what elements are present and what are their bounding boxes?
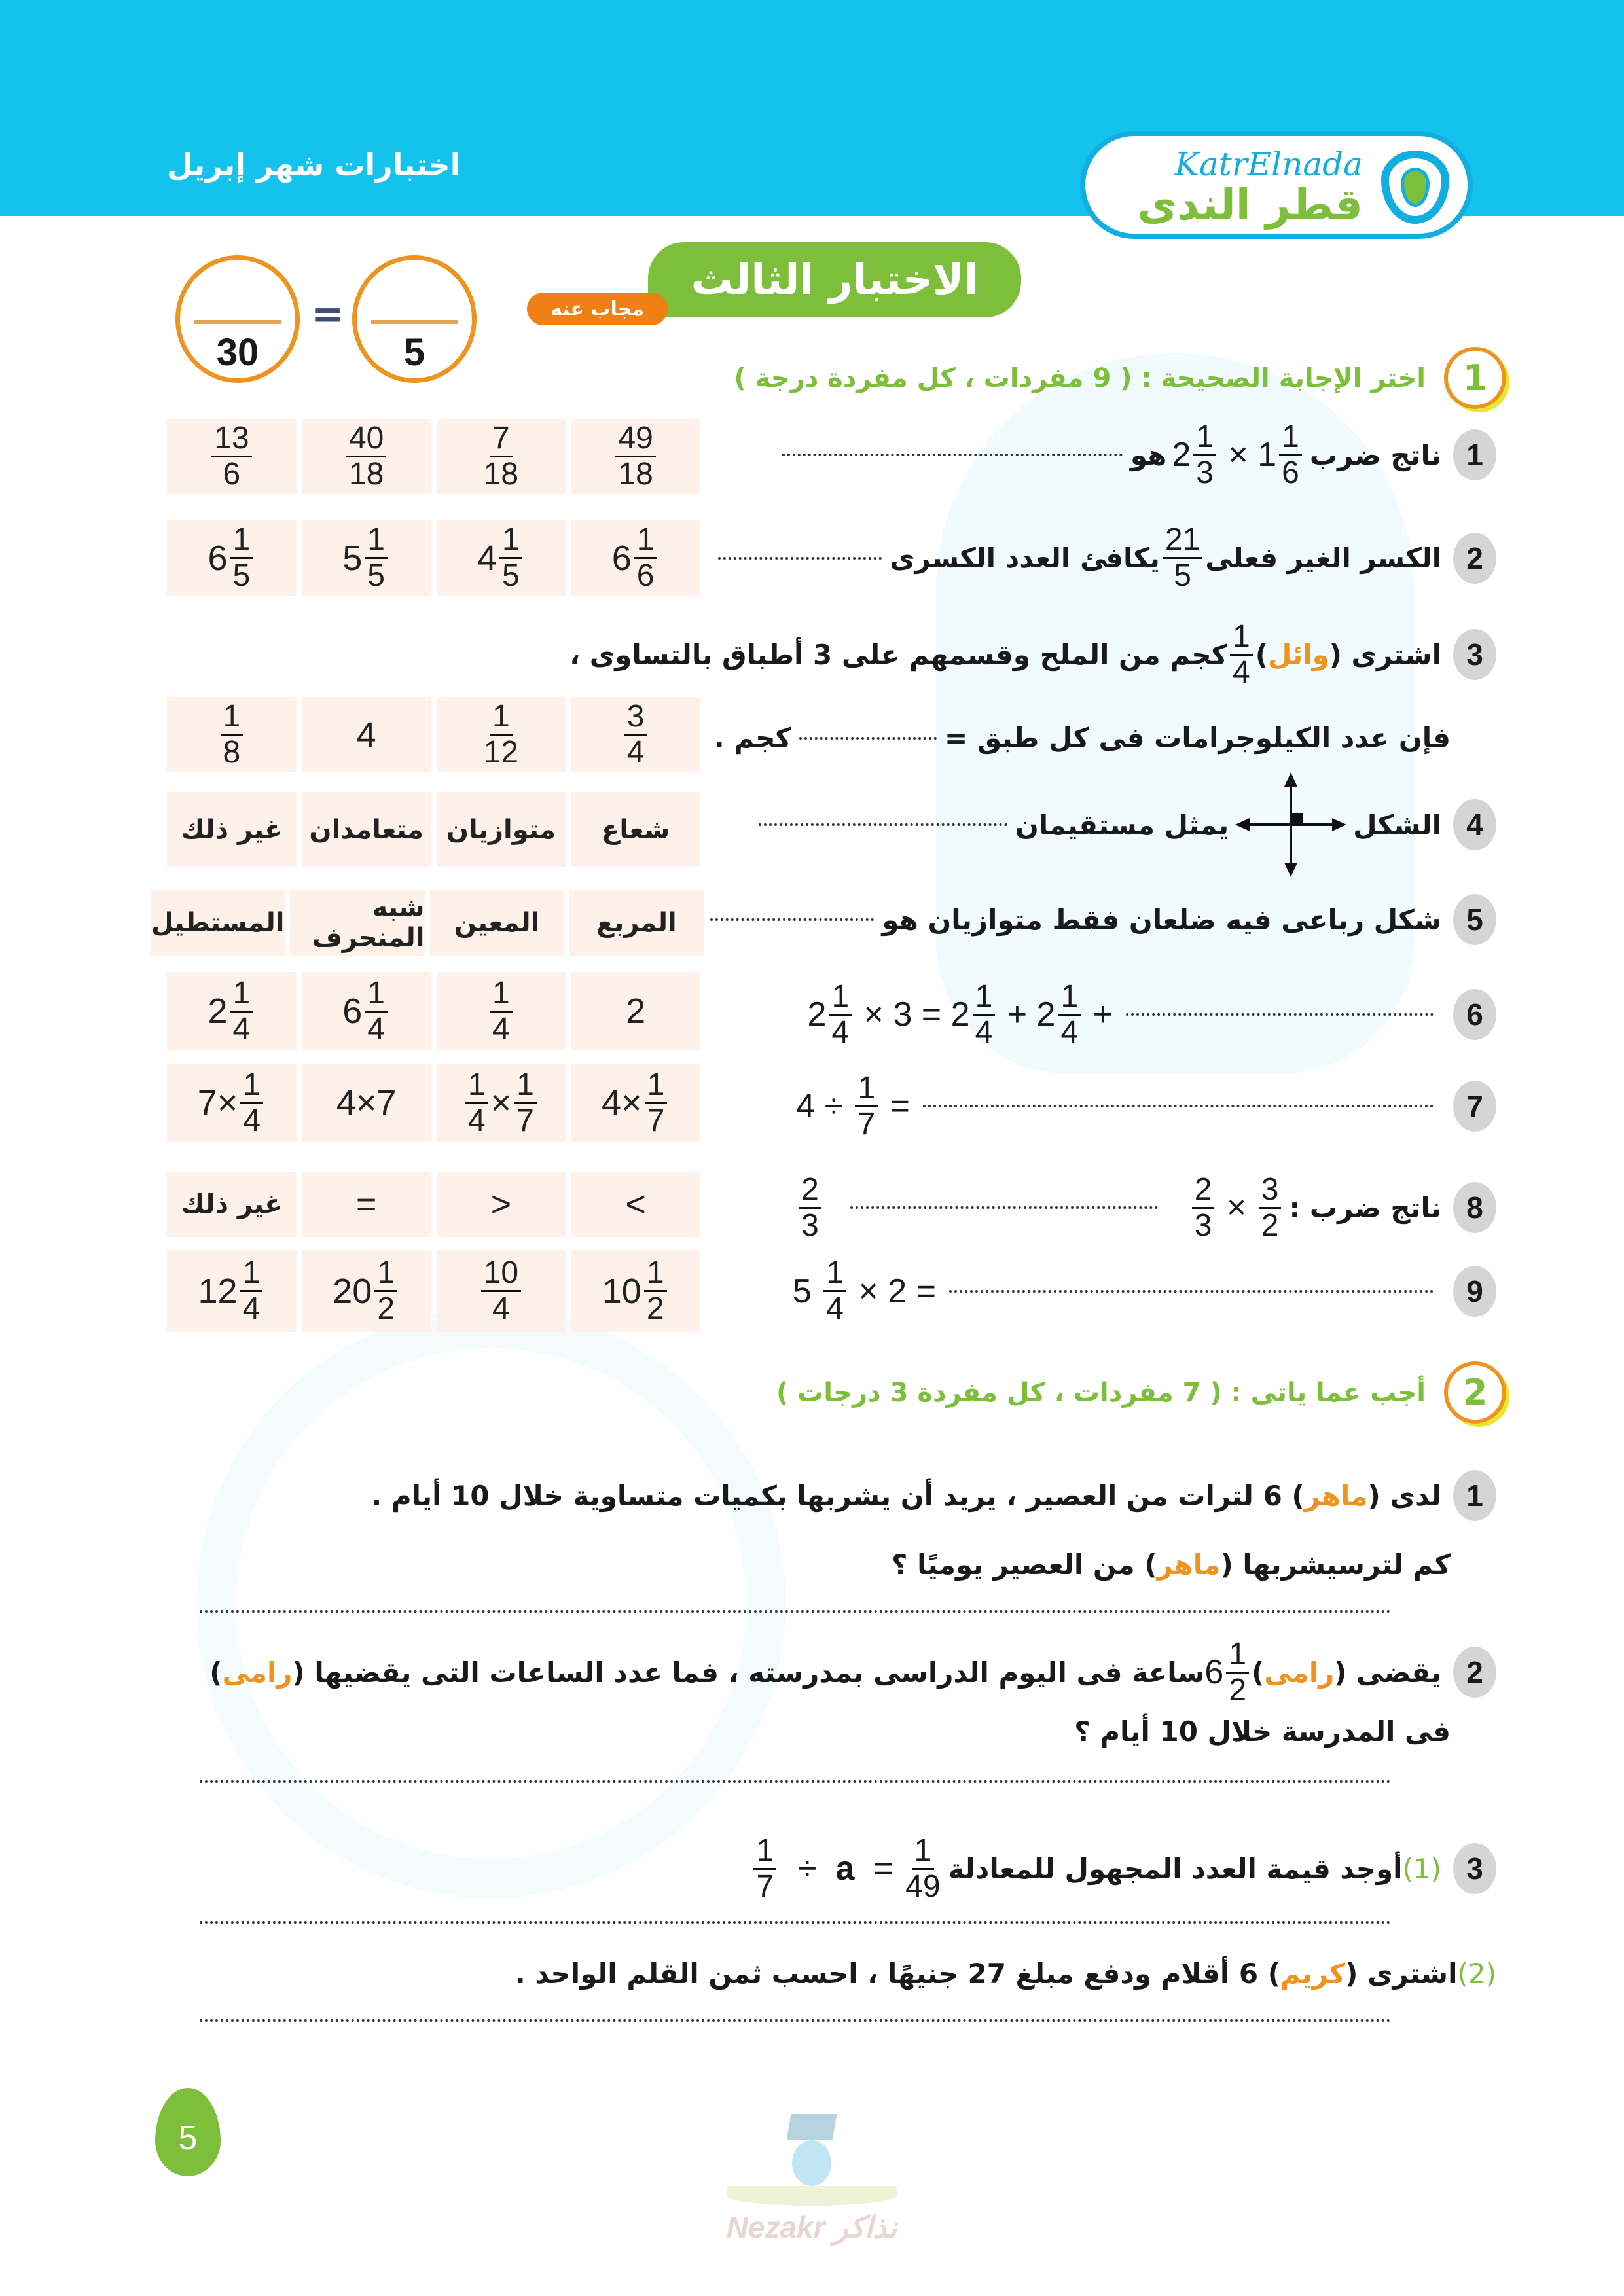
- footer-brand-logo: [720, 2114, 903, 2245]
- watermark: [196, 1309, 785, 1898]
- option[interactable]: 6 $\frac{1}{4}$: [302, 972, 431, 1050]
- s2-question-3: [746, 1826, 1496, 1911]
- question-text: أوجد قيمة العدد المجهول للمعادلة: [948, 1852, 1403, 1885]
- answer-line[interactable]: [200, 2019, 1391, 2022]
- question-text: ) 6 أقلام ودفع مبلغ 27 جنيهًا ، احسب ثمن القلم الواحد .: [514, 1957, 1280, 1990]
- options-q8: [167, 1172, 700, 1237]
- question-9: [787, 1250, 1496, 1332]
- question-text: لدى (: [1367, 1479, 1441, 1512]
- header-title: اختبارات شهر إبريل: [167, 147, 461, 183]
- part-label: (2): [1457, 1957, 1496, 1990]
- option[interactable]: 6 $\frac{1}{6}$: [571, 520, 700, 596]
- question-text: كجم من الملح وقسمهم على 3 أطباق بالتساوى ،: [569, 638, 1228, 671]
- question-number: 3: [1453, 629, 1496, 680]
- question-4: [751, 785, 1496, 864]
- question-number: 1: [1453, 429, 1496, 480]
- answer-blank[interactable]: [949, 1290, 1434, 1293]
- section-number: 1: [1444, 347, 1506, 409]
- question-text: ساعة فى اليوم الدراسى بمدرسته ، فما عدد الساعات التى يقضيها (: [292, 1656, 1205, 1689]
- option[interactable]: 2 $\frac{1}{4}$: [167, 972, 297, 1050]
- option[interactable]: $\frac{49}{18}$: [571, 419, 700, 494]
- answer-blank[interactable]: [850, 1206, 1158, 1209]
- option[interactable]: 4× $\frac{1}{7}$: [571, 1064, 700, 1142]
- person-name: رامى: [1264, 1656, 1335, 1689]
- option[interactable]: المستطيل: [151, 890, 285, 956]
- question-text: فى المدرسة خلال 10 أيام ؟: [1074, 1715, 1451, 1748]
- answer-blank[interactable]: [718, 557, 882, 560]
- option[interactable]: 4: [302, 697, 431, 772]
- option[interactable]: 4×7: [302, 1064, 431, 1142]
- question-text: ناتج ضرب :: [1289, 1191, 1441, 1224]
- option[interactable]: $\frac{1}{12}$: [437, 697, 566, 772]
- question-3-line-2: [714, 700, 1451, 776]
- question-number: 7: [1453, 1081, 1496, 1132]
- question-number: 2: [1453, 533, 1496, 584]
- question-text: الشكل: [1353, 808, 1441, 841]
- option[interactable]: 7× $\frac{1}{4}$: [167, 1064, 297, 1142]
- math-expression: 4 ÷ $\frac{1}{7}$ =: [796, 1070, 910, 1141]
- option[interactable]: 12 $\frac{1}{4}$: [167, 1250, 297, 1332]
- footer-brand-text: Nezakr نذاكر: [726, 2210, 897, 2244]
- score-denominator: 5: [403, 331, 425, 374]
- answer-blank[interactable]: [1126, 1013, 1434, 1016]
- question-7: [791, 1067, 1496, 1145]
- fraction: $\frac{2}{3}$: [799, 1174, 821, 1242]
- option[interactable]: <: [571, 1172, 700, 1237]
- option[interactable]: 5 $\frac{1}{5}$: [302, 520, 431, 596]
- question-text: ) 6 لترات من العصير ، يريد أن يشربها بكميات متساوية خلال 10 أيام .: [371, 1479, 1305, 1512]
- question-number: 4: [1453, 799, 1496, 850]
- score-circle-scaled: [352, 255, 477, 383]
- option[interactable]: المعين: [430, 890, 564, 956]
- page-number: 5: [155, 2088, 221, 2176]
- options-q6: [167, 972, 700, 1050]
- person-name: رامى: [222, 1656, 293, 1689]
- person-name: ماهر: [1157, 1548, 1221, 1581]
- option[interactable]: $\frac{13}{6}$: [167, 419, 297, 494]
- person-name: ماهر: [1304, 1479, 1368, 1512]
- question-number: 8: [1453, 1182, 1496, 1233]
- s2-question-1: [371, 1466, 1496, 1525]
- section-1-header: [734, 347, 1506, 409]
- question-text: اشترى (: [1329, 638, 1441, 671]
- fraction: $\frac{21}{5}$: [1163, 524, 1202, 592]
- perpendicular-lines-icon: [1235, 772, 1346, 877]
- option[interactable]: شعاع: [571, 792, 700, 867]
- question-text: فإن عدد الكيلوجرامات فى كل طبق =: [944, 722, 1451, 754]
- s2-question-2-line-2: [1074, 1702, 1451, 1761]
- question-text: الكسر الغير فعلى: [1205, 542, 1441, 574]
- question-text: كجم .: [713, 722, 791, 754]
- option[interactable]: متوازيان: [437, 792, 566, 867]
- answer-blank[interactable]: [923, 1105, 1434, 1107]
- question-number: 3: [1453, 1843, 1496, 1894]
- question-6: [803, 975, 1496, 1054]
- options-q2: [167, 520, 700, 596]
- answer-line[interactable]: [200, 1780, 1391, 1783]
- answer-blank[interactable]: [759, 823, 1007, 826]
- book-icon: [727, 2186, 897, 2206]
- option[interactable]: $\frac{1}{4}$ × $\frac{1}{7}$: [437, 1064, 566, 1142]
- part-label: (1): [1402, 1852, 1441, 1885]
- option[interactable]: 20 $\frac{1}{2}$: [302, 1250, 431, 1332]
- question-2: [710, 520, 1496, 596]
- option[interactable]: $\frac{1}{4}$: [437, 972, 566, 1050]
- option[interactable]: 6 $\frac{1}{5}$: [167, 520, 297, 596]
- score-denominator: 30: [216, 331, 259, 374]
- person-name: وائل: [1267, 638, 1329, 671]
- section-title: أجب عما ياتى : ( 7 مفردات ، كل مفردة 3 درجات ): [776, 1377, 1426, 1408]
- score-circle-total: [175, 255, 300, 383]
- question-text: ): [209, 1656, 223, 1689]
- question-text: ): [1255, 638, 1268, 671]
- math-expression: $\frac{2}{3}$ × $\frac{3}{2}$: [1189, 1174, 1284, 1242]
- option[interactable]: $\frac{1}{8}$: [167, 697, 297, 772]
- option[interactable]: متعامدان: [302, 792, 431, 867]
- question-8: [796, 1165, 1496, 1250]
- math-expression: 2 $\frac{1}{3}$ × 1 $\frac{1}{6}$: [1172, 422, 1305, 489]
- logo-arabic-text: قطر الندى: [1137, 179, 1363, 230]
- question-text: هو: [1130, 439, 1167, 471]
- option[interactable]: 2: [571, 972, 700, 1050]
- option[interactable]: =: [302, 1172, 431, 1237]
- answer-line[interactable]: [200, 1610, 1391, 1613]
- question-text: كم لترسيشربها (: [1220, 1548, 1451, 1581]
- logo-latin-text: KatrElnada: [1174, 145, 1363, 183]
- equals-sign: =: [311, 291, 344, 337]
- question-text: اشترى (: [1345, 1957, 1458, 1990]
- answer-blank[interactable]: [710, 918, 874, 921]
- equation: $\frac{1}{7}$ ÷ a = $\frac{1}{49}$: [751, 1835, 943, 1903]
- answer-line[interactable]: [200, 1921, 1391, 1924]
- option[interactable]: شبه المنحرف: [290, 890, 424, 956]
- question-text: ناتج ضرب: [1309, 439, 1441, 471]
- option[interactable]: غير ذلك: [167, 792, 297, 867]
- options-q9: [167, 1250, 700, 1332]
- question-5: [702, 887, 1496, 952]
- fraction: $\frac{1}{4}$: [1230, 621, 1253, 689]
- question-text: يكافئ العدد الكسرى: [890, 542, 1160, 574]
- test-title: الاختبار الثالث: [648, 242, 1021, 317]
- options-q1: [167, 419, 700, 494]
- question-1: [774, 419, 1496, 491]
- question-text: ): [1252, 1656, 1265, 1689]
- option[interactable]: غير ذلك: [167, 1172, 297, 1237]
- student-icon: [792, 2140, 831, 2186]
- option[interactable]: $\frac{10}{4}$: [437, 1250, 566, 1332]
- s2-question-3-part-2: [515, 1944, 1496, 2003]
- options-q3: [167, 697, 700, 772]
- option[interactable]: 4 $\frac{1}{5}$: [437, 520, 566, 596]
- question-number: 2: [1453, 1647, 1496, 1698]
- s2-question-2: [209, 1636, 1496, 1708]
- option[interactable]: $\frac{40}{18}$: [302, 419, 431, 494]
- option[interactable]: $\frac{7}{18}$: [437, 419, 566, 494]
- answer-blank[interactable]: [782, 454, 1123, 456]
- option[interactable]: 10 $\frac{1}{2}$: [571, 1250, 700, 1332]
- question-text: ) من العصير يوميًا ؟: [892, 1548, 1157, 1581]
- option[interactable]: المربع: [569, 890, 704, 956]
- question-number: 5: [1453, 894, 1496, 945]
- question-3: [569, 619, 1496, 691]
- question-text: يقضى (: [1334, 1656, 1441, 1689]
- answer-blank[interactable]: [799, 737, 937, 740]
- option[interactable]: $\frac{3}{4}$: [571, 697, 700, 772]
- question-text: يمثل مستقيمان: [1015, 808, 1229, 841]
- section-2-header: [776, 1361, 1506, 1424]
- s2-question-1-line-2: [892, 1535, 1451, 1594]
- question-number: 1: [1453, 1470, 1496, 1521]
- question-text: شكل رباعى فيه ضلعان فقط متوازيان هو: [882, 903, 1441, 936]
- question-number: 6: [1453, 989, 1496, 1040]
- math-expression: 5 $\frac{1}{4}$ × 2 =: [792, 1255, 936, 1326]
- water-drop-icon: [1381, 151, 1449, 224]
- mixed-number: 6 $\frac{1}{2}$: [1204, 1639, 1252, 1706]
- option[interactable]: >: [437, 1172, 566, 1237]
- options-q7: [167, 1064, 700, 1142]
- section-number: 2: [1444, 1361, 1506, 1424]
- options-q5: [151, 890, 704, 956]
- answered-badge: مجاب عنه: [527, 293, 668, 325]
- question-number: 9: [1453, 1266, 1496, 1317]
- math-expression: 2 $\frac{1}{4}$ × 3 = 2 $\frac{1}{4}$ + 2 $\frac{1}{4}$ +: [807, 978, 1113, 1050]
- graduation-cap-icon: [786, 2114, 837, 2140]
- section-title: اختر الإجابة الصحيحة : ( 9 مفردات ، كل مفردة درجة ): [734, 363, 1426, 393]
- brand-logo: [1080, 131, 1473, 239]
- person-name: كريم: [1280, 1957, 1346, 1990]
- options-q4: [167, 792, 700, 867]
